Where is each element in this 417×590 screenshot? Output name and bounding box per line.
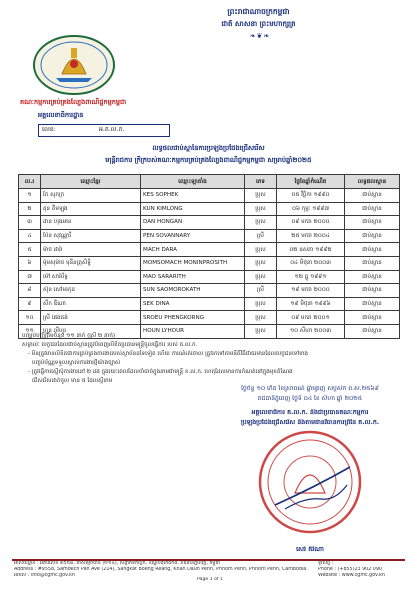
document-title: លទ្ធផលជាប់ស្ពានៃការប្រឡងប្រជែងជ្រើសរើស <box>152 144 265 152</box>
results-table <box>18 174 400 339</box>
lunar-date: ថ្ងៃច័ន្ទ ១០ កើត ខែស្រាពណ៍ ឆ្នាំម្សាញ់ សប្តស័ក ព.ស.២៥៦៩ <box>241 385 379 392</box>
notes-section <box>22 332 397 386</box>
cell-result: ជាប់ស្ពាន <box>345 284 400 298</box>
cell-gender: ស្រី <box>245 229 277 243</box>
cell-result: ជាប់ស្ពាន <box>345 297 400 311</box>
header-khmer-name: ឈ្មោះខ្មែរ <box>41 175 141 189</box>
cell-row-number: ៨ <box>19 284 41 298</box>
footer-website <box>318 573 406 580</box>
cell-result: ជាប់ស្ពាន <box>345 202 400 216</box>
official-seal-icon <box>255 427 365 537</box>
cell-row-number: ២ <box>19 202 41 216</box>
cell-khmer-name: ម៉ៅ សារ៉ារិទ្ធ <box>41 270 141 284</box>
phone-label-en: Phone : <box>318 567 337 572</box>
cell-gender: ប្រុស <box>245 324 277 338</box>
cell-gender: ប្រុស <box>245 311 277 325</box>
header-result: លទ្ធផលស្ពាន <box>345 175 400 189</box>
cell-row-number: ៤ <box>19 229 41 243</box>
signatory-role-line2: ប្រឡងប្រជែងជ្រើសរើស និងតាមដានវិធានការព្រីនៃ គ.ល.ក. <box>240 419 380 426</box>
email-address: info@cgmc.gov.kh <box>30 573 75 578</box>
table-row <box>19 216 400 230</box>
document-subtitle: មន្ត្រីរាជការ ក្រីក្របស់គណៈកម្មការគ្រប់គ្រងល្បែងពាណិជ្ជកម្មកម្ពុជា សម្រាប់ឆ្នាំ២០២៥ <box>105 156 312 164</box>
cell-result: ជាប់ស្ពាន <box>345 229 400 243</box>
cell-result: ជាប់ស្ពាន <box>345 216 400 230</box>
cell-row-number: ៥ <box>19 243 41 257</box>
cell-khmer-name: ស៊ុន សៅមរកុដ <box>41 284 141 298</box>
cell-khmer-name: ម៉ុមសុម៉ាច មុនីនព្រុសិទ្ធិ <box>41 256 141 270</box>
cell-latin-name: DAN HONGAN <box>141 216 245 230</box>
table-row <box>19 243 400 257</box>
cell-birth-date: ២៥ មករា ២០០៤ <box>277 229 345 243</box>
national-motto: ជាតិ សាសនា ព្រះមហាក្សត្រ <box>221 20 296 28</box>
remark-item: បញ្ចប់ប័ណ្ណទទួលស្គាល់ការងារថ្មីយ៉ាងច្បាស់ <box>32 360 121 366</box>
cell-result: ជាប់ស្ពាន <box>345 256 400 270</box>
cell-birth-date: ១២ ធ្នូ ១៩៩១ <box>277 270 345 284</box>
cell-khmer-name: ម៉ាច ដារ៉ា <box>41 243 141 257</box>
cell-latin-name: MOMSOMACH MONINPROSITH <box>141 256 245 270</box>
table-row <box>19 297 400 311</box>
cell-khmer-name: ដាន ហុងអាន <box>41 216 141 230</box>
cell-gender: ប្រុស <box>245 256 277 270</box>
cell-khmer-name: ស្រី ផេងគង់ <box>41 311 141 325</box>
address-label: អាសយដ្ឋាន : <box>14 561 39 566</box>
cell-latin-name: KUN KIMLONG <box>141 202 245 216</box>
cell-latin-name: SROEU PHENGKORNG <box>141 311 245 325</box>
cell-khmer-name: ប៉ែន សុវណ្ណារី <box>41 229 141 243</box>
phone-label: ទូរស័ព្ទ : <box>318 561 334 566</box>
cell-latin-name: MAO SARARITH <box>141 270 245 284</box>
cell-gender: ប្រុស <box>245 297 277 311</box>
cgmc-emblem-icon <box>32 34 116 96</box>
table-header-row <box>19 175 400 189</box>
table-row <box>19 256 400 270</box>
footer-email <box>14 573 174 580</box>
cell-khmer-name: ហួន លីហួរ <box>41 324 141 338</box>
cell-row-number: ៧ <box>19 270 41 284</box>
website-label: Website : <box>318 573 341 578</box>
cell-gender: ប្រុស <box>245 243 277 257</box>
cell-gender: ប្រុស <box>245 270 277 284</box>
remark-item: ជើសរើសដាក់ចូល មាន ៥ ដែលស្ដីនាម <box>32 378 113 384</box>
department-name: អគ្គលេខាធិការដ្ឋាន <box>38 111 84 119</box>
cell-latin-name: PEN SOVANNARY <box>141 229 245 243</box>
cell-gender: ប្រុស <box>245 216 277 230</box>
cell-row-number: ៩ <box>19 297 41 311</box>
cell-row-number: ១០ <box>19 311 41 325</box>
cell-result: ជាប់ស្ពាន <box>345 243 400 257</box>
cell-khmer-name: សឹក ឌីណា <box>41 297 141 311</box>
header-latin-name: ឈ្មោះឡាតាំង <box>141 175 245 189</box>
kingdom-title: ព្រះរាជាណាចក្រកម្ពុជា <box>227 8 290 16</box>
cell-result: ជាប់ស្ពាន <box>345 324 400 338</box>
cell-birth-date: ០៦ កុម្ភៈ ១៩៩៧ <box>277 202 345 216</box>
remark-heading: សម្គាល់ៈ បេក្ខជនដែលជាប់ស្ពានត្រូវបំពេញលិខិតប្រធានមន្ត្រីចូលធ្វើការ របស់ គ.ល.ក. <box>22 342 198 348</box>
reference-value: អ.គ.ល.ក. <box>99 126 125 133</box>
header-birth-date: ថ្ងៃខែឆ្នាំកំណើត <box>277 175 345 189</box>
reference-number-box <box>38 124 170 137</box>
cell-birth-date: ០៤ មិថុនា ២០០៣ <box>277 256 345 270</box>
cell-birth-date: ១៩ មិថុនា ១៩៩៦ <box>277 297 345 311</box>
cell-gender: ប្រុស <box>245 202 277 216</box>
table-row <box>19 229 400 243</box>
cell-result: ជាប់ស្ពាន <box>345 270 400 284</box>
ornament-divider: ❧❦❧ <box>249 32 271 40</box>
cell-birth-date: ០៩ មករា ២០០១ <box>277 311 345 325</box>
cell-latin-name: HOUN LYHOUR <box>141 324 245 338</box>
website-url: www.cgmc.gov.kh <box>341 573 385 578</box>
signatory-role: អគ្គលេខាធិការ គ.ល.ក. និងជាប្រធានគណៈកម្មការ <box>251 409 369 416</box>
page-number: Page 1 of 1 <box>197 577 223 582</box>
cell-latin-name: MACH DARA <box>141 243 245 257</box>
table-row <box>19 284 400 298</box>
reference-label: លេខ: <box>42 126 56 133</box>
address-kh: អគារលេខ ៩៥៥៨, វិថីសម្តេចប៉ាន (២១៤), សង្កាត់ទឹកល្អក់, ខណ្ឌបឹងកេងកង, រាជធានីភ្នំពេញ, កម្ពុជា <box>40 561 221 566</box>
cell-latin-name: SEK DINA <box>141 297 245 311</box>
cell-row-number: ១១ <box>19 324 41 338</box>
remark-item: - មិនត្រូវមានលិខិតជាការគ្រប់គ្រងការងាររបស់ស្ថាប័នដទៃទៀត ហើយ ការណ៍រត់ចោល ត្រូវរកទៅតាមនីតិវិធីជាធរមានដែលបេក្ខជនទៅខាង <box>28 351 308 357</box>
address-en: #9558, Samdech Pan Ave (214), Sangkat Boeng Reang, Khan Daun Penh, Phnom Penh, Phnom Penh, Cambodia. <box>37 567 308 572</box>
cell-gender: ប្រុស <box>245 189 277 203</box>
table-row <box>19 270 400 284</box>
solar-date: រាជធានីភ្នំពេញ ថ្ងៃទី ០៤ ខែ សីហា ឆ្នាំ ២០២៥ <box>257 395 363 402</box>
total-count-note: បញ្ឈប់បញ្ជីត្រឹមចំនួន ១១ នាក់ (ស្រី ២ នាក់) <box>22 333 116 339</box>
cell-birth-date: ០២ ឧសភា ១៩៩២ <box>277 243 345 257</box>
cell-result: ជាប់ស្ពាន <box>345 189 400 203</box>
cell-row-number: ៦ <box>19 256 41 270</box>
header-gender: ភេទ <box>245 175 277 189</box>
table-row <box>19 189 400 203</box>
cell-latin-name: SUN SAOMOROKATH <box>141 284 245 298</box>
cell-birth-date: ០៥ វិច្ឆិកា ១៩៩០ <box>277 189 345 203</box>
cell-result: ជាប់ស្ពាន <box>345 311 400 325</box>
cell-birth-date: ១០ សីហា ២០០៣ <box>277 324 345 338</box>
cell-birth-date: ០៩ មករា ២០០០ <box>277 216 345 230</box>
cell-khmer-name: កែ សុភក្រ <box>41 189 141 203</box>
cell-khmer-name: គុន គីមឡុង <box>41 202 141 216</box>
header-number: ល.រ <box>19 175 41 189</box>
cell-birth-date: ១៩ មករា ២០០០ <box>277 284 345 298</box>
table-row <box>19 311 400 325</box>
email-label: អ៊ីមែល : <box>14 573 30 578</box>
cell-gender: ស្រី <box>245 284 277 298</box>
remark-item: - ត្រូវធ្វើការស្នើសុំការងារនៅ ២ ដង ក្នុងរយៈពេលដែលចាំបាច់ក្នុងនាមជាមន្ត្រី ខ.ល.ក. ហេតុដែលមានការកំណត់នៅក្នុងមុខតំណែង <box>28 369 293 375</box>
cell-latin-name: KES SOPHEK <box>141 189 245 203</box>
cell-row-number: ១ <box>19 189 41 203</box>
table-row <box>19 202 400 216</box>
phone-number: (+855)23 902 090 <box>337 567 382 572</box>
signer-name: សេរ៍ គីរីណា <box>296 546 324 553</box>
organization-name: គណៈកម្មការគ្រប់គ្រងល្បែងពាណិជ្ជកម្មកម្ពុជា <box>20 98 127 106</box>
address-label-en: Address : <box>14 567 37 572</box>
cell-row-number: ៣ <box>19 216 41 230</box>
